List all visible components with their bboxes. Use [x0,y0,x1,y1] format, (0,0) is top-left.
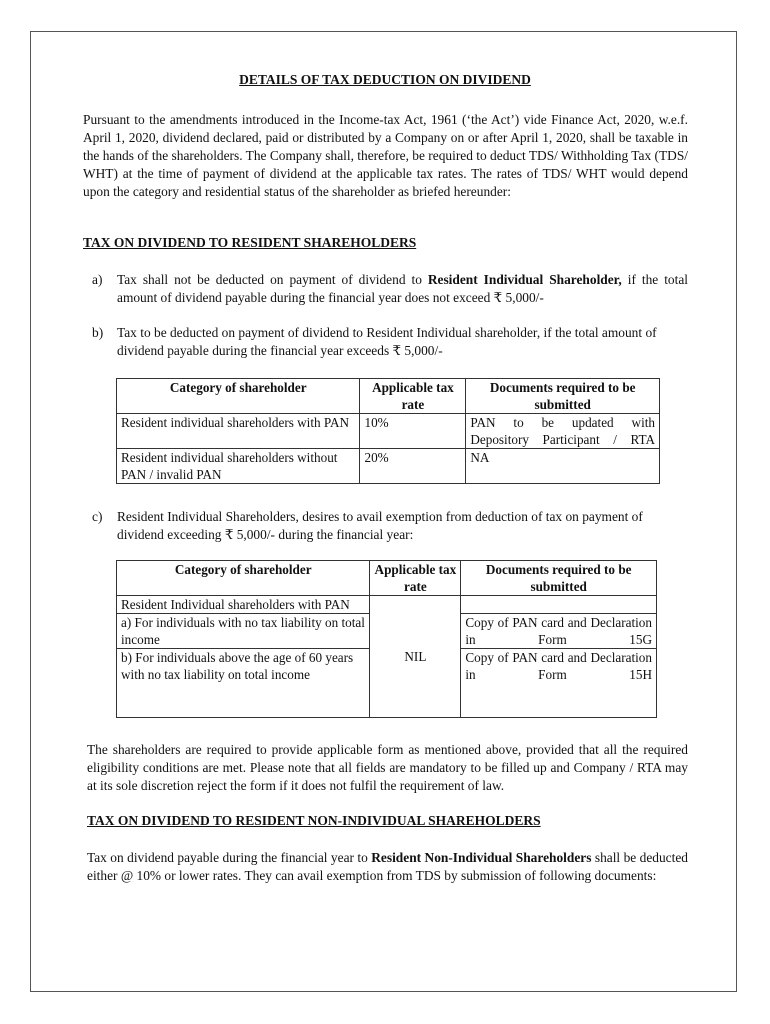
table-exemption [116,560,657,718]
non-individual-text-end: shall be deducted either @ 10% or lower rates. They can avail exemption from TDS by submission of following documents: [87,850,688,883]
table-header-rate: Applicable tax rate [360,379,466,414]
table-header-rate: Applicable tax rate [370,561,461,596]
non-individual-bold: Resident Non-Individual Shareholders [371,850,592,865]
table-cell [461,596,657,614]
table-cell: Copy of PAN card and Declaration in Form 15H [461,649,657,718]
table-cell: Resident individual shareholders with PAN [117,414,360,449]
table-row [117,596,657,614]
table-cell: PAN to be updated with Depository Participant / RTA [466,414,660,449]
list-item-c: Resident Individual Shareholders, desires to avail exemption from deduction of tax on payment of dividend exceeding ₹ 5,000/- during the financial year: [117,509,643,542]
table-cell: Resident Individual shareholders with PAN [117,596,370,614]
section-heading-resident: TAX ON DIVIDEND TO RESIDENT SHAREHOLDERS [83,235,417,250]
table-cell: 20% [360,449,466,484]
list-item-b: Tax to be deducted on payment of dividend to Resident Individual shareholder, if the total amount of dividend payable during the financial year exceeds ₹ 5,000/- [117,325,657,358]
non-individual-paragraph [87,849,688,885]
note-paragraph: The shareholders are required to provide applicable form as mentioned above, provided that all the required eligibility conditions are met. Please note that all fields are mandatory to be filled up and Company / RTA may at its sole discretion reject the form if it does not fulfil the requirement of law. [87,742,688,793]
list-marker-a: a) [92,272,103,287]
table-header-documents: Documents required to be submitted [466,379,660,414]
table-row [117,414,660,449]
non-individual-text: Tax on dividend payable during the financial year to [87,850,372,865]
document-title: DETAILS OF TAX DEDUCTION ON DIVIDEND [239,72,531,87]
table-cell: Resident individual shareholders without PAN / invalid PAN [117,449,360,484]
table-resident-tds [116,378,660,484]
table-cell: a) For individuals with no tax liability on total income [117,614,370,649]
table-cell: NA [466,449,660,484]
table-header-category: Category of shareholder [117,379,360,414]
list-item-a [117,271,688,307]
list-item-a-bold: Resident Individual Shareholder, [427,272,622,287]
list-marker-b: b) [92,325,104,340]
table-cell: Copy of PAN card and Declaration in Form 15G [461,614,657,649]
list-item-a-text-end: if the total amount of dividend payable during the financial year does not exceed ₹ 5,000/- [117,272,688,305]
table-header-documents: Documents required to be submitted [461,561,657,596]
table-header-row [117,379,660,414]
table-header-category: Category of shareholder [117,561,370,596]
section-heading-non-individual: TAX ON DIVIDEND TO RESIDENT NON-INDIVIDUAL SHAREHOLDERS [87,813,541,828]
intro-paragraph: Pursuant to the amendments introduced in the Income-tax Act, 1961 (‘the Act’) vide Finance Act, 2020, w.e.f. April 1, 2020, dividend declared, paid or distributed by a Company on or after April 1, 2020, shall be taxable in the hands of the shareholders. The Company shall, therefore, be required to deduct TDS/ Withholding Tax (TDS/ WHT) at the time of payment of dividend at the applicable tax rates. The rates of TDS/ WHT would depend upon the category and residential status of the shareholder as briefed hereunder: [83,112,688,199]
table-cell: b) For individuals above the age of 60 years with no tax liability on total income [117,649,370,718]
table-row [117,449,660,484]
table-header-row [117,561,657,596]
list-marker-c: c) [92,509,103,524]
table-cell-nil: NIL [370,596,461,718]
list-item-a-text: Tax shall not be deducted on payment of dividend to [117,272,428,287]
table-cell: 10% [360,414,466,449]
